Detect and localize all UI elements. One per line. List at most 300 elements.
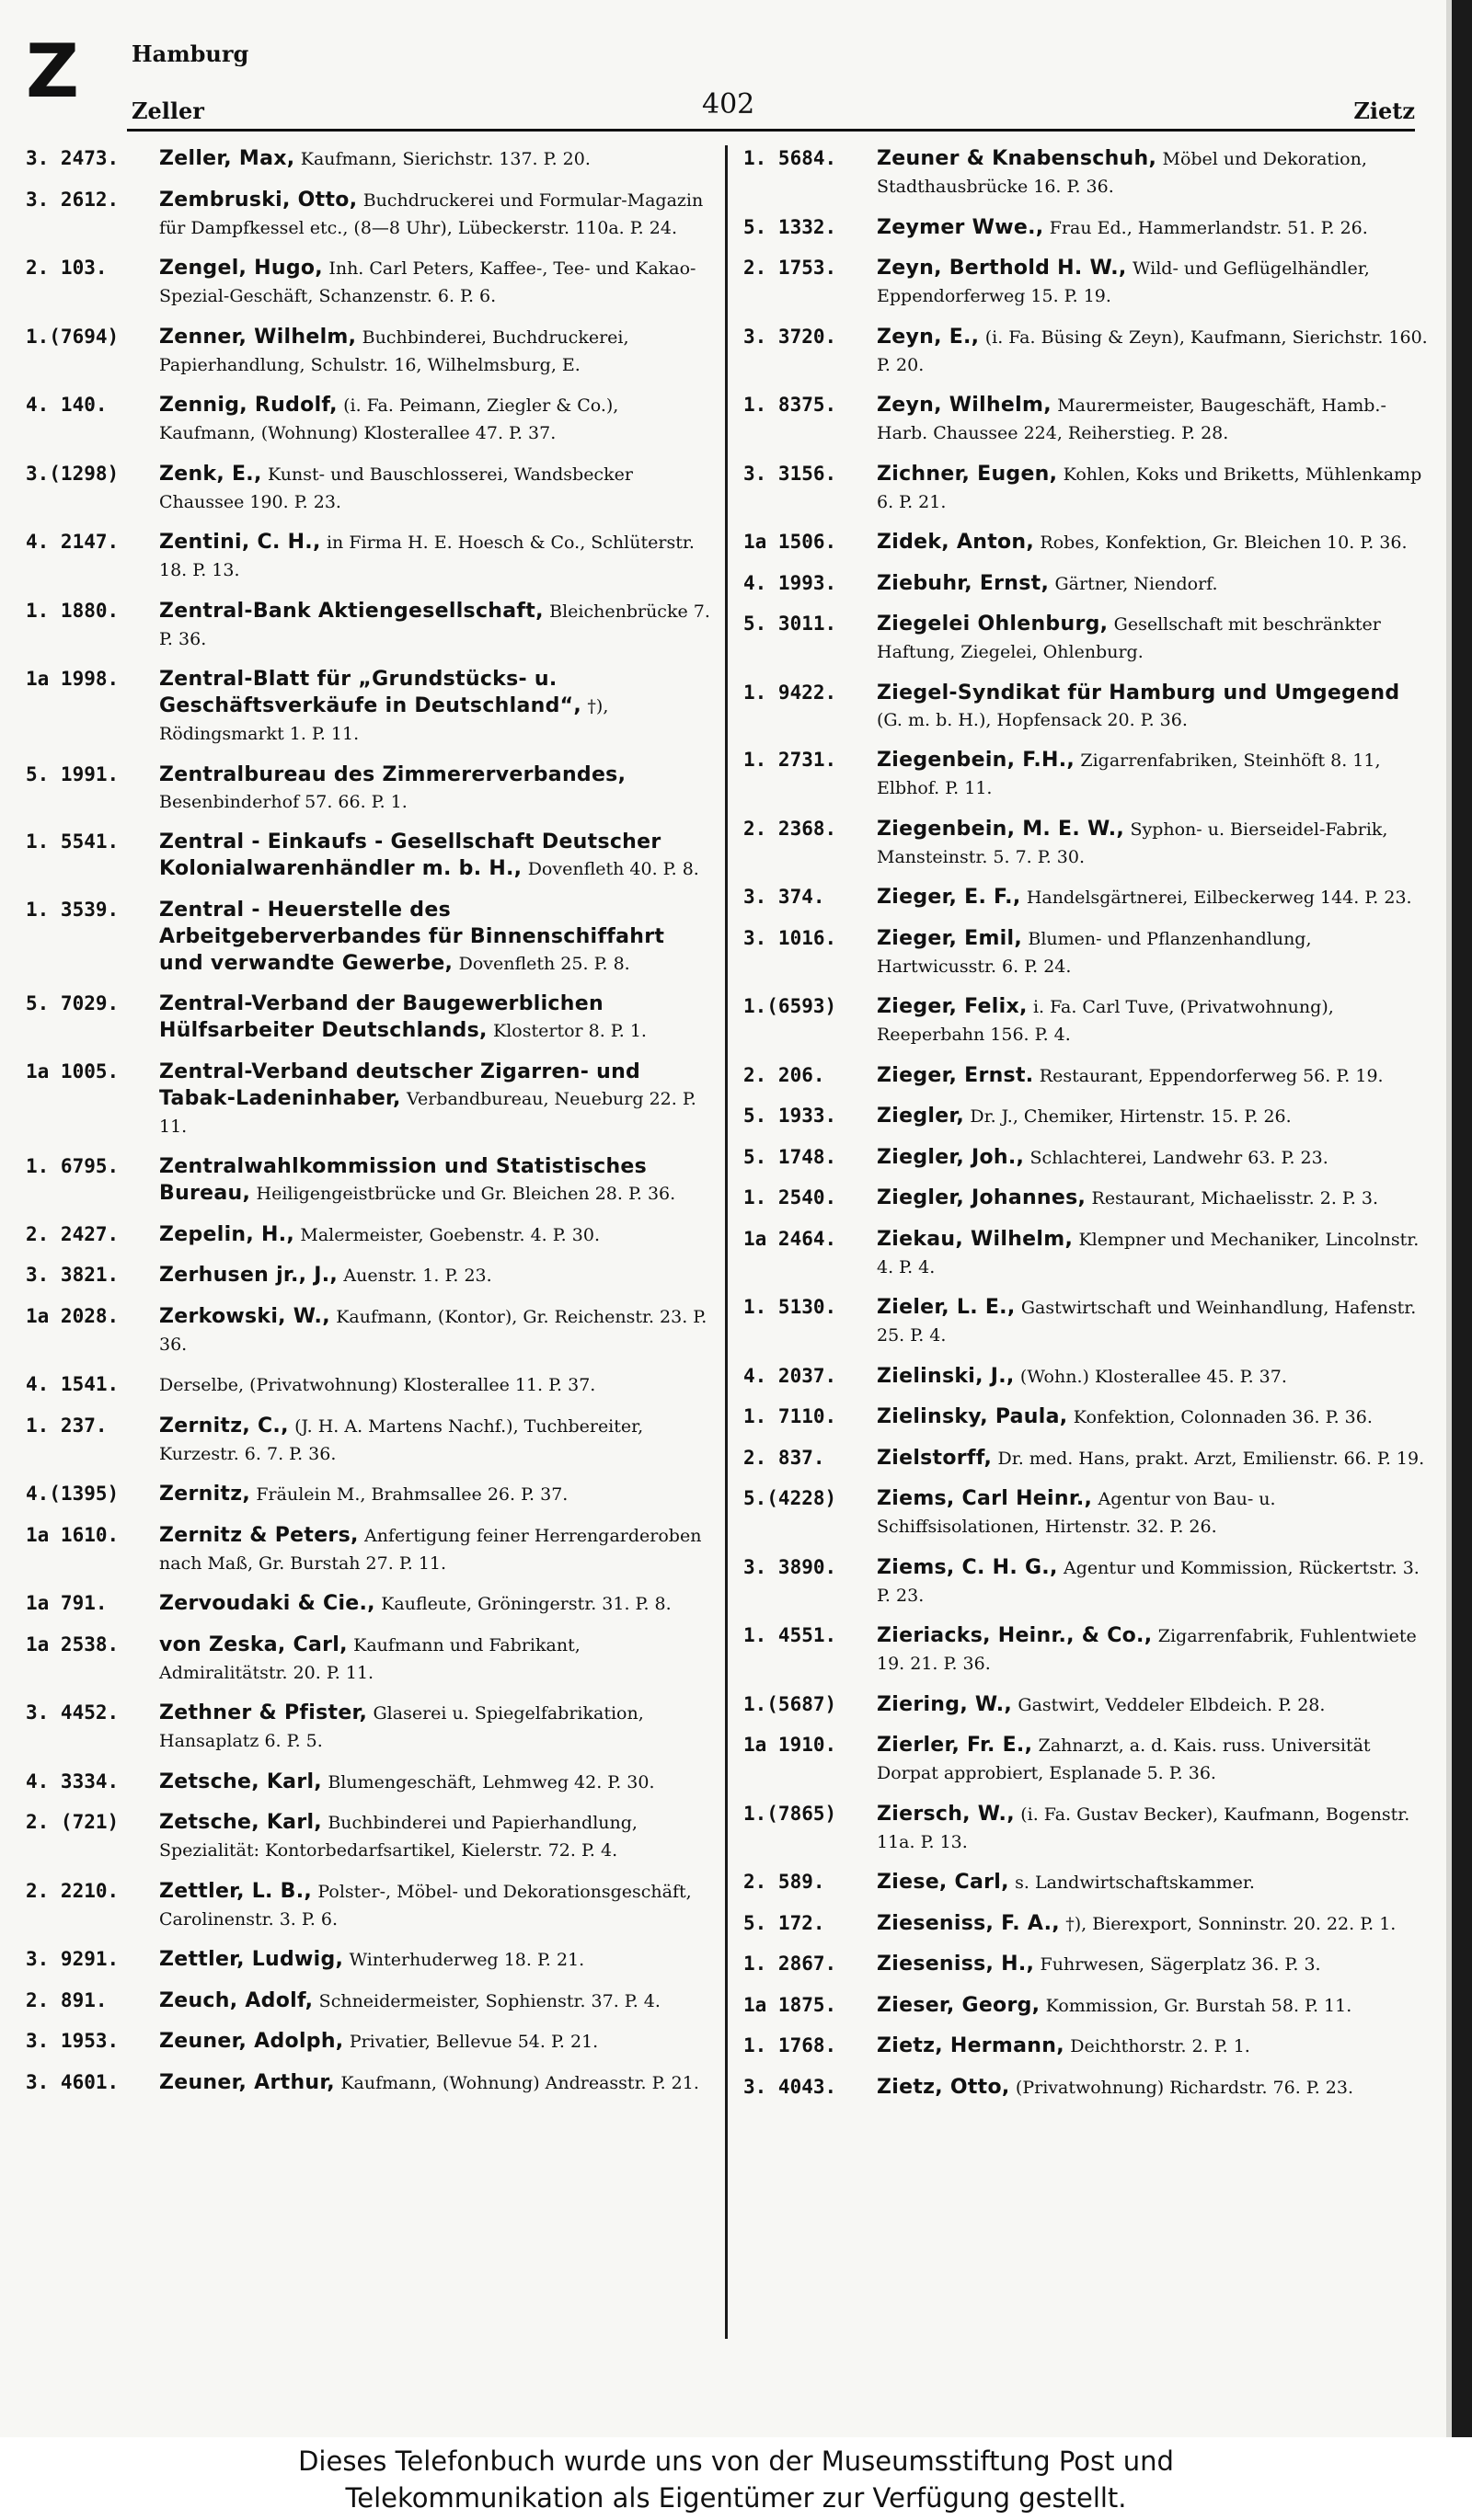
directory-entry [743, 461, 1429, 516]
phone-number: 1. 5130. [743, 1296, 837, 1318]
subscriber-name: Ziegenbein, F.H., [877, 749, 1075, 772]
directory-entry [26, 392, 711, 447]
subscriber-name: Ziegler, Joh., [877, 1145, 1025, 1169]
subscriber-name: Zetsche, Karl, [159, 1770, 322, 1793]
directory-entry [743, 255, 1429, 310]
directory-entry [26, 1371, 711, 1399]
phone-number: 1. 237. [26, 1414, 108, 1437]
subscriber-name: Zeyn, Wilhelm, [877, 394, 1052, 417]
directory-entry [26, 1413, 711, 1468]
header-rule [127, 129, 1415, 132]
subscriber-name: Ziering, W., [877, 1692, 1013, 1716]
entry-text [877, 1185, 1429, 1212]
column-divider [725, 145, 728, 2339]
directory-entry [743, 145, 1429, 200]
directory-entry [26, 1303, 711, 1358]
phone-number: 1a 2028. [26, 1304, 120, 1327]
entry-text [877, 145, 1429, 200]
subscriber-name: Zentral - Einkaufs - Gesellschaft Deutscher Kolonialwarenhändler m. b. H., [159, 830, 661, 880]
subscriber-detail: Schlachterei, Landwehr 63. P. 23. [1029, 1147, 1328, 1168]
subscriber-detail: s. Landwirtschaftskammer. [1015, 1873, 1255, 1893]
directory-entry [26, 145, 711, 173]
subscriber-detail: Möbel und Dekoration, Stadthausbrücke 16. P. 36. [877, 149, 1367, 197]
phone-number: 2. 103. [26, 257, 108, 279]
subscriber-name: Zielinsky, Paula, [877, 1405, 1068, 1428]
directory-entry [743, 1732, 1429, 1787]
subscriber-detail: Kunst- und Bauschlosserei, Wandsbecker Chaussee 190. P. 23. [159, 464, 633, 512]
directory-entry [26, 324, 711, 379]
directory-entry [26, 461, 711, 516]
directory-entry [26, 1809, 711, 1864]
entry-text [159, 392, 711, 447]
subscriber-name: Zentralwahlkommission und Statistisches Bureau, [159, 1155, 648, 1205]
directory-entry [743, 1294, 1429, 1349]
directory-entry [743, 1226, 1429, 1281]
entry-text [877, 1691, 1429, 1719]
subscriber-name: Zentral-Blatt für „Grundstücks- u. Geschäftsverkäufe in Deutschland“, [159, 668, 582, 717]
phone-number: 3. 4452. [26, 1701, 120, 1724]
entry-text [877, 1294, 1429, 1349]
subscriber-detail: (i. Fa. Peimann, Ziegler & Co.), Kaufmann, (Wohnung) Klosterallee 47. P. 37. [159, 395, 619, 443]
phone-number: 3. 1953. [26, 2030, 120, 2052]
subscriber-name: Zerkowski, W., [159, 1304, 330, 1328]
phone-number: 4. 1993. [743, 571, 837, 594]
entry-text [877, 1485, 1429, 1541]
phone-number: 2. 2368. [743, 817, 837, 840]
subscriber-detail: Blumen- und Pflanzenhandlung, Hartwicusstr. 6. P. 24. [877, 928, 1312, 977]
phone-number: 1. 5684. [743, 147, 837, 169]
subscriber-name: Ziems, Carl Heinr., [877, 1487, 1093, 1510]
directory-entry [743, 392, 1429, 447]
entry-text [877, 1554, 1429, 1609]
phone-number: 1. 6795. [26, 1155, 120, 1177]
directory-entry [26, 1769, 711, 1796]
subscriber-detail: †), Bierexport, Sonninstr. 20. 22. P. 1. [1065, 1913, 1397, 1934]
entry-text [877, 1801, 1429, 1856]
entry-text [877, 1732, 1429, 1787]
entry-text [159, 187, 711, 242]
directory-entry [26, 1153, 711, 1208]
subscriber-name: Zembruski, Otto, [159, 188, 358, 212]
subscriber-detail: Zahnarzt, a. d. Kais. russ. Universität Dorpat approbiert, Esplanade 5. P. 36. [877, 1735, 1371, 1783]
subscriber-name: Zieseniss, F. A., [877, 1911, 1060, 1935]
entry-text [159, 1522, 711, 1577]
subscriber-detail: Derselbe, (Privatwohnung) Klosterallee 11. P. 37. [159, 1375, 596, 1395]
notice-line-1: Dieses Telefonbuch wurde uns von der Museumsstiftung Post und [298, 2446, 1174, 2477]
subscriber-name: Zieger, E. F., [877, 886, 1021, 909]
entry-text [159, 1303, 711, 1358]
directory-entry [26, 829, 711, 883]
subscriber-name: Zentral-Verband der Baugewerblichen Hülfsarbeiter Deutschlands, [159, 992, 604, 1042]
subscriber-name: Zettler, Ludwig, [159, 1948, 344, 1971]
directory-entry [26, 1522, 711, 1577]
entry-text [159, 762, 711, 816]
subscriber-detail: †), Rödingsmarkt 1. P. 11. [159, 696, 609, 744]
subscriber-detail: Dovenfleth 25. P. 8. [458, 953, 630, 974]
phone-number: 5. 7029. [26, 992, 120, 1014]
subscriber-name: Zeuner & Knabenschuh, [877, 147, 1157, 170]
entry-text [159, 897, 711, 978]
subscriber-name: Zeller, Max, [159, 147, 295, 170]
subscriber-detail: Auenstr. 1. P. 23. [343, 1266, 492, 1286]
directory-entry [743, 1910, 1429, 1938]
directory-entry [26, 1262, 711, 1289]
phone-number: 3. 3821. [26, 1264, 120, 1286]
subscriber-name: Zieseniss, H., [877, 1953, 1035, 1976]
phone-number: 2. 2210. [26, 1879, 120, 1902]
entry-text [877, 1403, 1429, 1431]
subscriber-detail: Polster-, Möbel- und Dekorationsgeschäft, Carolinenstr. 3. P. 6. [159, 1881, 692, 1930]
directory-listing [26, 145, 1428, 2339]
directory-entry [26, 1590, 711, 1618]
subscriber-name: Zervoudaki & Cie., [159, 1592, 375, 1615]
subscriber-name: Zeuner, Adolph, [159, 2030, 344, 2053]
directory-entry [26, 529, 711, 584]
subscriber-name: Zietz, Hermann, [877, 2034, 1064, 2057]
phone-number: 2. 891. [26, 1988, 108, 2011]
entry-text [159, 991, 711, 1045]
subscriber-detail: i. Fa. Carl Tuve, (Privatwohnung), Reeperbahn 156. P. 4. [877, 997, 1334, 1045]
phone-number: 4. 3334. [26, 1770, 120, 1793]
subscriber-detail: Schneidermeister, Sophienstr. 37. P. 4. [318, 1990, 661, 2011]
subscriber-detail: Zigarrenfabriken, Steinhöft 8. 11, Elbhof. P. 11. [877, 750, 1381, 798]
subscriber-name: Zentral - Heuerstelle des Arbeitgeberverbandes für Binnenschiffahrt und verwandte Gewerbe, [159, 898, 665, 975]
entry-text [877, 1869, 1429, 1896]
page-number: 402 [702, 88, 755, 120]
directory-entry [743, 2033, 1429, 2060]
subscriber-detail: Gastwirt, Veddeler Elbdeich. P. 28. [1018, 1694, 1326, 1715]
entry-text [877, 1363, 1429, 1391]
subscriber-name: Ziegler, Johannes, [877, 1186, 1087, 1209]
subscriber-detail: Agentur von Bau- u. Schiffsisolationen, Hirtenstr. 32. P. 26. [877, 1489, 1276, 1537]
subscriber-name: Ziegenbein, M. E. W., [877, 817, 1125, 841]
subscriber-detail: Kommission, Gr. Burstah 58. P. 11. [1045, 1995, 1352, 2016]
entry-text [877, 392, 1429, 447]
page-header [26, 29, 1415, 132]
directory-entry [743, 1691, 1429, 1719]
subscriber-detail: Konfektion, Colonnaden 36. P. 36. [1073, 1407, 1373, 1427]
subscriber-name: Zeuch, Adolf, [159, 1988, 314, 2012]
entry-text [159, 1769, 711, 1796]
subscriber-detail: Kaufmann, (Kontor), Gr. Reichenstr. 23. P. 36. [159, 1306, 707, 1355]
subscriber-detail: Besenbinderhof 57. 66. P. 1. [159, 791, 408, 812]
subscriber-detail: (Wohn.) Klosterallee 45. P. 37. [1019, 1366, 1287, 1387]
subscriber-name: Zentral-Bank Aktiengesellschaft, [159, 599, 544, 623]
directory-entry [743, 1185, 1429, 1212]
entry-text [877, 1103, 1429, 1130]
phone-number: 1. 4551. [743, 1624, 837, 1646]
phone-number: 1. 7110. [743, 1405, 837, 1427]
entry-text [159, 1153, 711, 1208]
phone-number: 3. 3156. [743, 462, 837, 485]
entry-text [159, 324, 711, 379]
subscriber-detail: Deichthorstr. 2. P. 1. [1070, 2036, 1250, 2056]
directory-entry [26, 187, 711, 242]
subscriber-name: Ziekau, Wilhelm, [877, 1227, 1074, 1251]
directory-entry [743, 747, 1429, 802]
directory-entry [26, 2069, 711, 2097]
subscriber-detail: Blumengeschäft, Lehmweg 42. P. 30. [328, 1771, 655, 1793]
page-edge-shadow [1452, 0, 1472, 2437]
entry-text [877, 925, 1429, 980]
phone-number: 1. 1880. [26, 599, 120, 622]
phone-number: 3. 3890. [743, 1555, 837, 1578]
phone-number: 1. 1768. [743, 2034, 837, 2056]
subscriber-name: Ziese, Carl, [877, 1871, 1009, 1894]
entry-text [877, 747, 1429, 802]
subscriber-name: Zielinski, J., [877, 1364, 1015, 1388]
phone-number: 4. 2147. [26, 531, 120, 553]
subscriber-name: Zeuner, Arthur, [159, 2070, 335, 2094]
subscriber-name: Zidek, Anton, [877, 531, 1035, 554]
subscriber-detail: Robes, Konfektion, Gr. Bleichen 10. P. 36. [1040, 533, 1408, 553]
directory-entry [743, 1103, 1429, 1130]
entry-text [877, 461, 1429, 516]
subscriber-name: Zietz, Otto, [877, 2075, 1010, 2099]
phone-number: 1a 2538. [26, 1632, 120, 1655]
entry-text [877, 816, 1429, 871]
phone-number: 5.(4228) [743, 1487, 837, 1509]
subscriber-detail: Glaserei u. Spiegelfabrikation, Hansaplatz 6. P. 5. [159, 1703, 644, 1751]
ownership-notice [0, 2437, 1472, 2520]
directory-entry [743, 1801, 1429, 1856]
subscriber-detail: Klempner und Mechaniker, Lincolnstr. 4. P. 4. [877, 1229, 1420, 1277]
directory-entry [743, 324, 1429, 379]
phone-number: 1a 1005. [26, 1060, 120, 1082]
directory-entry [26, 991, 711, 1045]
subscriber-detail: Buchbinderei, Buchdruckerei, Papierhandlung, Schulstr. 16, Wilhelmsburg, E. [159, 326, 629, 375]
entry-text [159, 1632, 711, 1687]
subscriber-detail: Fräulein M., Brahmsallee 26. P. 37. [256, 1484, 569, 1505]
phone-number: 2. (721) [26, 1811, 120, 1833]
phone-number: 1. 5541. [26, 830, 120, 853]
directory-entry [26, 1059, 711, 1140]
subscriber-name: Zeyn, Berthold H. W., [877, 257, 1127, 280]
subscriber-name: Zenk, E., [159, 462, 262, 486]
subscriber-name: Zentralbureau des Zimmererverbandes, [159, 762, 627, 786]
entry-text [159, 1987, 711, 2015]
entry-text [877, 255, 1429, 310]
phone-number: 2. 206. [743, 1063, 825, 1086]
phone-number: 5. 1933. [743, 1105, 837, 1127]
directory-entry [743, 570, 1429, 598]
subscriber-detail: Agentur und Kommission, Rückertstr. 3. P. 23. [877, 1557, 1420, 1606]
subscriber-name: Zernitz, C., [159, 1414, 289, 1438]
entry-text [877, 1144, 1429, 1172]
phone-number: 1a 1610. [26, 1523, 120, 1546]
subscriber-name: Ziems, C. H. G., [877, 1555, 1058, 1579]
entry-text [877, 1622, 1429, 1678]
directory-entry [26, 255, 711, 310]
phone-number: 1.(7694) [26, 325, 120, 348]
entry-text [159, 145, 711, 173]
subscriber-name: Zieger, Emil, [877, 926, 1023, 950]
entry-text [877, 993, 1429, 1048]
subscriber-name: Zetsche, Karl, [159, 1811, 322, 1834]
directory-entry [743, 884, 1429, 911]
phone-number: 1a 1998. [26, 668, 120, 690]
subscriber-detail: Klostertor 8. P. 1. [493, 1021, 647, 1041]
subscriber-detail: Kaufmann, (Wohnung) Andreasstr. P. 21. [340, 2072, 699, 2093]
subscriber-name: Zielstorff, [877, 1446, 993, 1470]
entry-text [159, 829, 711, 883]
directory-entry [743, 1485, 1429, 1541]
entry-text [159, 1262, 711, 1289]
entry-text [159, 461, 711, 516]
phone-number: 2. 837. [743, 1446, 825, 1469]
phone-number: 2. 2427. [26, 1222, 120, 1245]
directory-entry [26, 1987, 711, 2015]
subscriber-detail: Zigarrenfabrik, Fuhlentwiete 19. 21. P. 36. [877, 1626, 1417, 1674]
directory-entry [26, 1221, 711, 1249]
subscriber-name: Ziegel-Syndikat für Hamburg und Umgegend [877, 681, 1400, 704]
subscriber-detail: Kaufleute, Gröningerstr. 31. P. 8. [381, 1594, 672, 1614]
entry-text [159, 598, 711, 653]
subscriber-detail: (i. Fa. Gustav Becker), Kaufmann, Bogenstr. 11a. P. 13. [877, 1804, 1410, 1852]
subscriber-detail: Fuhrwesen, Sägerplatz 36. P. 3. [1040, 1954, 1321, 1975]
phone-number: 3. 4043. [743, 2075, 837, 2098]
directory-entry [743, 214, 1429, 242]
subscriber-name: Zierler, Fr. E., [877, 1734, 1033, 1757]
subscriber-detail: Gastwirtschaft und Weinhandlung, Hafenstr. 25. P. 4. [877, 1298, 1417, 1346]
phone-number: 1. 2867. [743, 1953, 837, 1975]
directory-entry [743, 1363, 1429, 1391]
phone-number: 3.(1298) [26, 462, 120, 485]
subscriber-detail: (Privatwohnung) Richardstr. 76. P. 23. [1015, 2077, 1354, 2098]
subscriber-name: Ziegelei Ohlenburg, [877, 613, 1109, 636]
subscriber-name: Zieger, Ernst. [877, 1063, 1034, 1087]
subscriber-detail: Frau Ed., Hammerlandstr. 51. P. 26. [1049, 217, 1368, 238]
subscriber-name: Zieser, Georg, [877, 1993, 1041, 2017]
subscriber-detail: Winterhuderweg 18. P. 21. [349, 1950, 585, 1970]
phone-number: 5. 172. [743, 1911, 825, 1934]
subscriber-detail: in Firma H. E. Hoesch & Co., Schlüterstr. 18. P. 13. [159, 533, 695, 580]
phone-number: 3. 4601. [26, 2070, 120, 2093]
phone-number: 4. 1541. [26, 1373, 120, 1395]
phone-number: 2. 1753. [743, 257, 837, 279]
phone-number: 2. 589. [743, 1871, 825, 1893]
entry-text [159, 1878, 711, 1933]
subscriber-detail: Buchdruckerei und Formular-Magazin für Dampfkessel etc., (8—8 Uhr), Lübeckerstr. 110a. P. 24. [159, 189, 704, 238]
phone-number: 3. 2473. [26, 147, 120, 169]
subscriber-detail: Heiligengeistbrücke und Gr. Bleichen 28. P. 36. [256, 1184, 676, 1204]
subscriber-name: Ziebuhr, Ernst, [877, 571, 1050, 595]
subscriber-name: Zichner, Eugen, [877, 462, 1058, 486]
subscriber-detail: Buchbinderei und Papierhandlung, Spezialität: Kontorbedarfsartikel, Kielerstr. 72. P. 4. [159, 1813, 638, 1861]
subscriber-name: Zieger, Felix, [877, 995, 1028, 1018]
subscriber-name: Zennig, Rudolf, [159, 394, 338, 417]
directory-entry [743, 529, 1429, 556]
phone-number: 3. 2612. [26, 188, 120, 211]
subscriber-detail: Gesellschaft mit beschränkter Haftung, Ziegelei, Ohlenburg. [877, 614, 1381, 662]
subscriber-detail: Gärtner, Niendorf. [1054, 573, 1218, 594]
entry-text [877, 570, 1429, 598]
subscriber-detail: Inh. Carl Peters, Kaffee-, Tee- und Kakao-Spezial-Geschäft, Schanzenstr. 6. P. 6. [159, 258, 696, 306]
subscriber-name: Zieriacks, Heinr., & Co., [877, 1624, 1153, 1647]
directory-entry [26, 1878, 711, 1933]
left-running-head: Zeller [132, 97, 204, 124]
directory-entry [26, 897, 711, 978]
notice-line-2: Telekommunikation als Eigentümer zur Verfügung gestellt. [345, 2482, 1127, 2514]
entry-text [159, 1481, 711, 1508]
entry-text [877, 324, 1429, 379]
subscriber-detail: (G. m. b. H.), Hopfensack 20. P. 36. [877, 709, 1188, 730]
subscriber-detail: Kohlen, Koks und Briketts, Mühlenkamp 6. P. 21. [877, 464, 1422, 512]
phone-number: 5. 1332. [743, 215, 837, 238]
subscriber-detail: Restaurant, Eppendorferweg 56. P. 19. [1039, 1065, 1384, 1086]
entry-text [877, 611, 1429, 666]
entry-text [877, 1226, 1429, 1281]
entry-text [159, 1590, 711, 1618]
subscriber-detail: Maurermeister, Baugeschäft, Hamb.-Harb. Chaussee 224, Reiherstieg. P. 28. [877, 395, 1386, 443]
entry-text [877, 214, 1429, 242]
subscriber-detail: Verbandbureau, Neueburg 22. P. 11. [159, 1088, 696, 1137]
directory-entry [743, 1869, 1429, 1896]
phone-number: 1.(6593) [743, 995, 837, 1017]
subscriber-name: Zieler, L. E., [877, 1296, 1016, 1319]
directory-entry [743, 2074, 1429, 2102]
phone-number: 1. 2731. [743, 749, 837, 771]
subscriber-detail: (i. Fa. Büsing & Zeyn), Kaufmann, Sierichstr. 160. P. 20. [877, 326, 1428, 375]
phone-number: 3. 374. [743, 886, 825, 908]
directory-entry [743, 680, 1429, 734]
entry-text [877, 2074, 1429, 2102]
subscriber-name: Zettler, L. B., [159, 1879, 313, 1903]
entry-text [159, 1809, 711, 1864]
directory-entry [743, 1992, 1429, 2020]
directory-entry [743, 1062, 1429, 1090]
entry-text [877, 1445, 1429, 1472]
subscriber-name: Zengel, Hugo, [159, 257, 323, 280]
phone-number: 1a 791. [26, 1592, 108, 1614]
phone-number: 3. 9291. [26, 1948, 120, 1970]
subscriber-detail: Dr. med. Hans, prakt. Arzt, Emilienstr. 66. P. 19. [997, 1448, 1425, 1469]
subscriber-detail: Dr. J., Chemiker, Hirtenstr. 15. P. 26. [970, 1106, 1292, 1127]
entry-text [159, 2028, 711, 2056]
entry-text [877, 1951, 1429, 1978]
phone-number: 5. 1748. [743, 1145, 837, 1168]
directory-entry [26, 666, 711, 748]
entry-text [877, 2033, 1429, 2060]
directory-entry [743, 1622, 1429, 1678]
phone-number: 4. 140. [26, 394, 108, 416]
entry-text [159, 1946, 711, 1974]
entry-text [159, 2069, 711, 2097]
phone-number: 5. 1991. [26, 762, 120, 785]
directory-entry [26, 598, 711, 653]
subscriber-detail: Privatier, Bellevue 54. P. 21. [349, 2032, 599, 2052]
entry-text [159, 666, 711, 748]
subscriber-detail: Wild- und Geflügelhändler, Eppendorferweg 15. P. 19. [877, 258, 1370, 306]
subscriber-name: Zethner & Pfister, [159, 1701, 368, 1724]
phone-number: 1a 1506. [743, 531, 837, 553]
phone-number: 1.(5687) [743, 1692, 837, 1715]
entry-text [159, 1700, 711, 1755]
directory-entry [743, 611, 1429, 666]
entry-text [159, 1059, 711, 1140]
directory-entry [26, 1632, 711, 1687]
subscriber-name: Zeymer Wwe., [877, 215, 1044, 239]
entry-text [159, 1413, 711, 1468]
directory-entry [743, 993, 1429, 1048]
subscriber-detail: Syphon- u. Bierseidel-Fabrik, Mansteinstr. 5. 7. P. 30. [877, 819, 1388, 867]
entry-text [159, 1221, 711, 1249]
directory-entry [743, 1445, 1429, 1472]
entry-text [877, 1910, 1429, 1938]
phone-number: 4. 2037. [743, 1364, 837, 1387]
subscriber-name: von Zeska, Carl, [159, 1632, 348, 1656]
subscriber-name: Zerhusen jr., J., [159, 1264, 339, 1287]
